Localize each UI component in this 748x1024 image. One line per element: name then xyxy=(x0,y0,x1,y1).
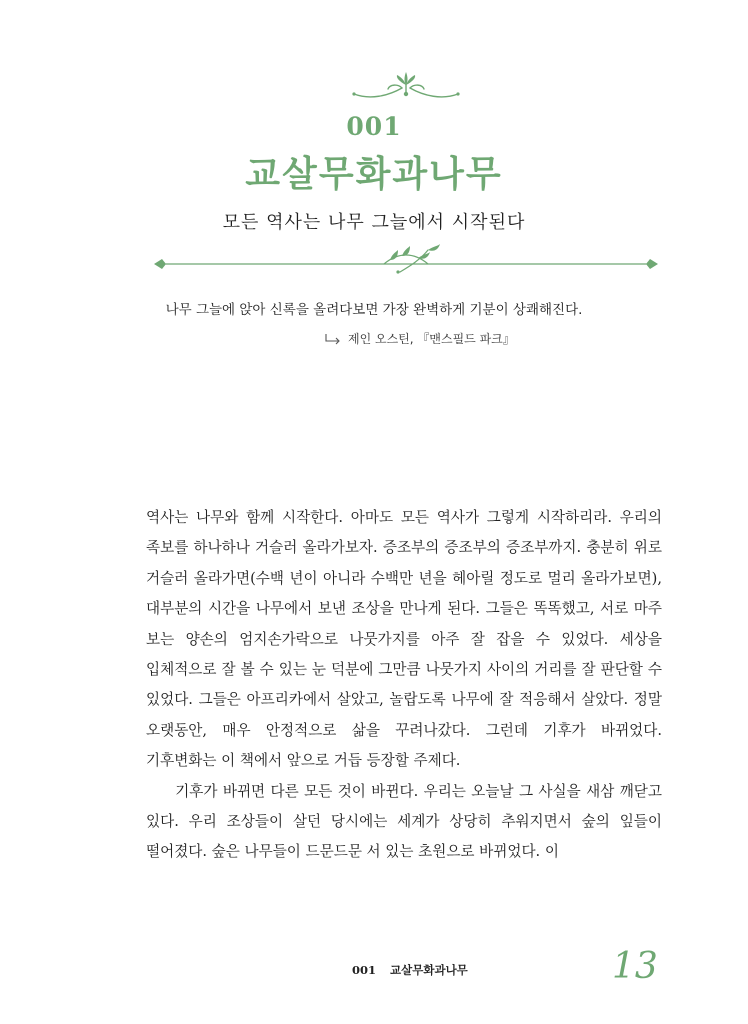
body-paragraph-1: 역사는 나무와 함께 시작한다. 아마도 모든 역사가 그렇게 시작하리라. 우리의 족보를 하나하나 거슬러 올라가보자. 증조부의 증조부의 증조부까지. 충분히 위로 거슬러 올라가면(수백 년이 아니라 수백만 년을 헤아릴 정도로 멀리 올라가보면), 대부분의 시간을 나무에서 보낸 조상을 만나게 된다. 그들은 똑똑했고, 서로 마주 보는 양손의 엄지손가락으로 나뭇가지를 아주 잘 잡을 수 있었다. 세상을 입체적으로 잘 볼 수 있는 눈 덕분에 그만큼 나뭇가지 사이의 거리를 잘 판단할 수 있었다. 그들은 아프리카에서 살았고, 놀랍도록 나무에 잘 적응해서 살았다. 정말 오랫동안, 매우 안정적으로 삶을 꾸려나갔다. 그런데 기후가 바뀌었다. 기후변화는 이 책에서 앞으로 거듭 등장할 주제다. xyxy=(146,509,662,770)
body-text xyxy=(146,503,662,868)
epigraph-source xyxy=(324,330,515,347)
running-footer xyxy=(352,962,468,978)
chapter-title: 교살무화과나무 xyxy=(245,153,503,195)
epigraph-quote: 나무 그늘에 앉아 신록을 올려다보면 가장 완벽하게 기분이 상쾌해진다. xyxy=(165,302,583,318)
footer-chapter-title: 교살무화과나무 xyxy=(390,963,468,977)
floral-ornament-icon xyxy=(350,70,462,102)
footer-chapter-number: 001 xyxy=(352,963,377,977)
epigraph-source-text: 제인 오스틴, 『맨스필드 파크』 xyxy=(348,332,515,346)
vine-divider-icon xyxy=(152,242,660,278)
page-number: 13 xyxy=(612,946,658,987)
chapter-number: 001 xyxy=(346,112,402,141)
corner-arrow-icon xyxy=(324,333,342,345)
body-paragraph-2: 기후가 바뀌면 다른 모든 것이 바뀐다. 우리는 오늘날 그 사실을 새삼 깨닫고 있다. 우리 조상들이 살던 당시에는 세계가 상당히 추워지면서 숲의 잎들이 떨어졌다. 숲은 나무들이 드문드문 서 있는 초원으로 바뀌었다. 이 xyxy=(146,782,662,861)
chapter-subtitle: 모든 역사는 나무 그늘에서 시작된다 xyxy=(222,212,526,233)
